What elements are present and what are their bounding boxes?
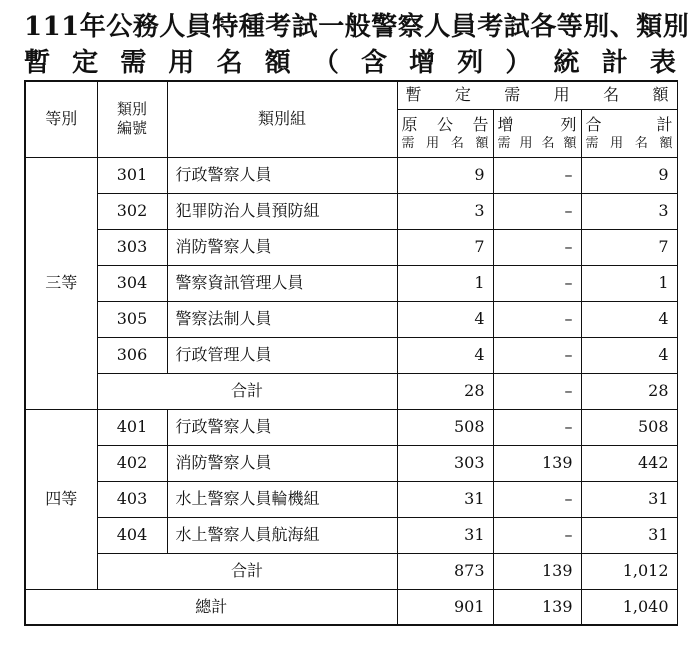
header-added [493,109,581,157]
document-title-line2 [24,42,676,76]
original-quota: 9 [397,157,493,193]
grand-total-original: 901 [397,589,493,625]
added-quota: – [493,193,581,229]
title-char: 暫 [24,48,51,78]
added-quota: – [493,409,581,445]
added-quota: – [493,481,581,517]
subtotal-original: 873 [397,553,493,589]
category-group: 犯罪防治人員預防組 [167,193,397,229]
added-quota: – [493,229,581,265]
quota-table [24,80,678,626]
subtotal-original: 28 [397,373,493,409]
header-added-sub-char: 額 [563,135,577,151]
document-title-line1: 111年公務人員特種考試一般警察人員考試各等別、類別 [24,12,690,42]
category-group: 消防警察人員 [167,445,397,481]
original-quota: 3 [397,193,493,229]
subtotal-added: 139 [493,553,581,589]
category-group: 消防警察人員 [167,229,397,265]
table-row [25,481,677,517]
title-char: 含 [360,48,387,78]
category-code: 401 [97,409,167,445]
original-quota: 1 [397,265,493,301]
subtotal-total: 1,012 [581,553,677,589]
title-char: ） [505,48,532,78]
category-code: 402 [97,445,167,481]
subtotal-added: – [493,373,581,409]
header-original-sub-char: 名 [450,135,464,151]
header-total-sub-char: 名 [634,135,648,151]
total-quota: 508 [581,409,677,445]
category-code: 305 [97,301,167,337]
header-original-sub-char: 用 [426,135,440,151]
title-char: 增 [409,48,436,78]
subtotal-total: 28 [581,373,677,409]
table-row [25,157,677,193]
original-quota: 4 [397,301,493,337]
category-group: 警察資訊管理人員 [167,265,397,301]
header-temp-need-char: 暫 [405,85,422,105]
grade-cell: 三等 [25,157,97,409]
original-quota: 7 [397,229,493,265]
total-quota: 3 [581,193,677,229]
header-original-char: 公 [436,114,453,134]
header-total-sub-char: 需 [585,135,599,151]
header-added-char: 列 [560,114,577,134]
title-char: 列 [457,48,484,78]
header-temp-need-char: 用 [553,85,570,105]
header-total [581,109,677,157]
grand-total-label: 總計 [25,589,397,625]
header-total-sub-char: 額 [659,135,673,151]
header-temp-need-char: 額 [652,85,669,105]
table-row [25,193,677,229]
grade-cell: 四等 [25,409,97,589]
header-added-char: 增 [497,114,514,134]
total-quota: 4 [581,337,677,373]
header-code [97,81,167,157]
table-row [25,337,677,373]
subtotal-label: 合計 [97,373,397,409]
header-original-char: 告 [472,114,489,134]
table-row [25,445,677,481]
category-code: 306 [97,337,167,373]
header-original-sub-char: 額 [475,135,489,151]
category-code: 304 [97,265,167,301]
added-quota: – [493,337,581,373]
total-quota: 1 [581,265,677,301]
total-quota: 31 [581,481,677,517]
title-char: 需 [120,48,147,78]
category-code: 302 [97,193,167,229]
original-quota: 31 [397,481,493,517]
title-char: 用 [168,48,195,78]
header-grade: 等別 [25,81,97,157]
header-temp-need-char: 名 [603,85,620,105]
subtotal-row [25,373,677,409]
header-temp-need-char: 定 [454,85,471,105]
table-row [25,301,677,337]
header-total-char: 合 [585,114,602,134]
title-char: 表 [649,48,676,78]
header-added-sub-char: 用 [519,135,533,151]
header-code-line2: 編號 [116,119,147,138]
added-quota: – [493,157,581,193]
grand-total-total: 1,040 [581,589,677,625]
original-quota: 508 [397,409,493,445]
category-group: 行政警察人員 [167,157,397,193]
total-quota: 7 [581,229,677,265]
header-added-sub-char: 名 [541,135,555,151]
added-quota: – [493,517,581,553]
category-code: 303 [97,229,167,265]
table-row [25,409,677,445]
subtotal-row [25,553,677,589]
table-row [25,517,677,553]
grand-total-row [25,589,677,625]
original-quota: 31 [397,517,493,553]
header-added-sub-char: 需 [497,135,511,151]
header-original-char: 原 [401,114,418,134]
header-temp-need [397,81,677,109]
original-quota: 303 [397,445,493,481]
added-quota: 139 [493,445,581,481]
category-group: 警察法制人員 [167,301,397,337]
header-code-line1: 類別 [116,100,147,119]
title-char: 額 [264,48,291,78]
title-char: 定 [72,48,99,78]
header-temp-need-char: 需 [504,85,521,105]
category-code: 404 [97,517,167,553]
total-quota: 9 [581,157,677,193]
added-quota: – [493,265,581,301]
total-quota: 31 [581,517,677,553]
subtotal-label: 合計 [97,553,397,589]
table-row [25,265,677,301]
category-group: 水上警察人員航海組 [167,517,397,553]
header-total-char: 計 [656,114,673,134]
title-char: 統 [553,48,580,78]
title-char: 名 [216,48,243,78]
original-quota: 4 [397,337,493,373]
header-total-sub-char: 用 [610,135,624,151]
title-char: 計 [601,48,628,78]
category-code: 403 [97,481,167,517]
header-original [397,109,493,157]
header-original-sub-char: 需 [401,135,415,151]
total-quota: 442 [581,445,677,481]
total-quota: 4 [581,301,677,337]
title-char: （ [312,48,339,78]
header-group: 類別組 [167,81,397,157]
added-quota: – [493,301,581,337]
category-group: 水上警察人員輪機組 [167,481,397,517]
grand-total-added: 139 [493,589,581,625]
table-row [25,229,677,265]
category-group: 行政管理人員 [167,337,397,373]
category-group: 行政警察人員 [167,409,397,445]
category-code: 301 [97,157,167,193]
